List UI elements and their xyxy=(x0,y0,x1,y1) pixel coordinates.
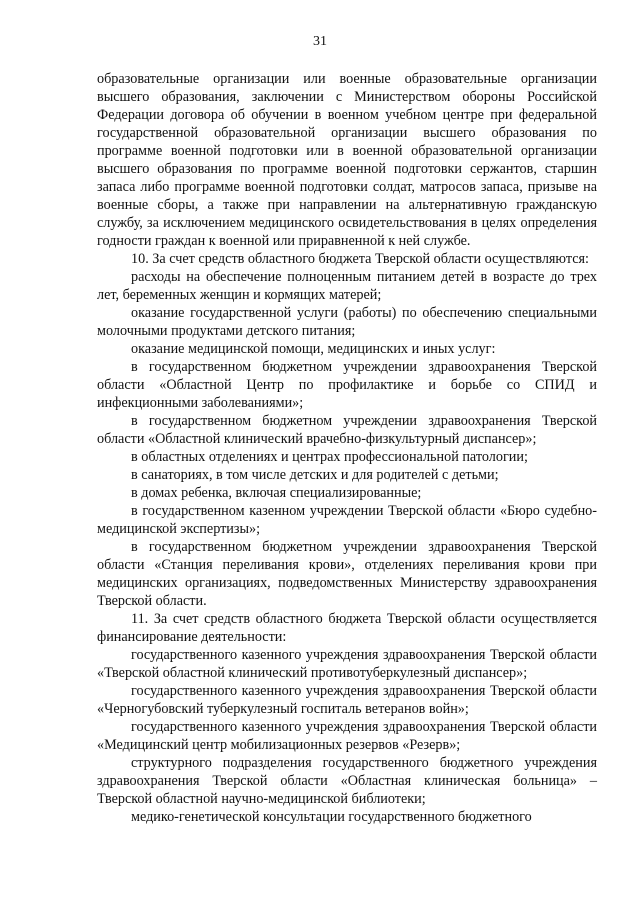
paragraph: расходы на обеспечение полноценным питанием детей в возрасте до трех лет, беременных женщин и кормящих матерей; xyxy=(97,269,597,303)
paragraph: в государственном казенном учреждении Тверской области «Бюро судебно-медицинской экспертизы»; xyxy=(97,503,597,537)
paragraph: в государственном бюджетном учреждении здравоохранения Тверской области «Областной Центр по профилактике и борьбе со СПИД и инфекционными заболеваниями»; xyxy=(97,359,597,411)
paragraph: в домах ребенка, включая специализированные; xyxy=(131,485,422,501)
paragraph: 10. За счет средств областного бюджета Тверской области осуществляются: xyxy=(131,251,589,267)
paragraph: медико-генетической консультации государственного бюджетного xyxy=(131,809,532,825)
paragraph: в санаториях, в том числе детских и для родителей с детьми; xyxy=(131,467,499,483)
paragraph: оказание медицинской помощи, медицинских и иных услуг: xyxy=(131,341,496,357)
document-body xyxy=(97,70,597,826)
paragraph: образовательные организации или военные образовательные организации высшего образования, заключении с Министерством обороны Российской Федерации договора об обучении в военном учебном центре при федеральной государственной образовательной организации высшего образования по программе военной подготовки или в военной образовательной организации высшего образования по программе военной подготовки сержантов, старшин запаса либо программе военной подготовки солдат, матросов запаса, призыве на военные сборы, а также при направлении на альтернативную гражданскую службу, за исключением медицинского освидетельствования в целях определения годности граждан к военной или приравненной к ней службе. xyxy=(97,71,597,249)
paragraph: в областных отделениях и центрах профессиональной патологии; xyxy=(131,449,528,465)
paragraph: в государственном бюджетном учреждении здравоохранения Тверской области «Областной клинический врачебно-физкультурный диспансер»; xyxy=(97,413,597,447)
paragraph: оказание государственной услуги (работы) по обеспечению специальными молочными продуктами детского питания; xyxy=(97,305,597,339)
paragraph: 11. За счет средств областного бюджета Тверской области осуществляется финансирование деятельности: xyxy=(97,611,597,645)
paragraph: государственного казенного учреждения здравоохранения Тверской области «Тверской областной клинический противотуберкулезный диспансер»; xyxy=(97,647,597,681)
paragraph: государственного казенного учреждения здравоохранения Тверской области «Медицинский центр мобилизационных резервов «Резерв»; xyxy=(97,719,597,753)
paragraph: структурного подразделения государственного бюджетного учреждения здравоохранения Тверской области «Областная клиническая больница» – Тверской областной научно-медицинской библиотеки; xyxy=(97,755,597,807)
paragraph: в государственном бюджетном учреждении здравоохранения Тверской области «Станция переливания крови», отделениях переливания крови при медицинских организациях, подведомственных Министерству здравоохранения Тверской области. xyxy=(97,539,597,609)
page-number: 31 xyxy=(313,34,327,49)
paragraph: государственного казенного учреждения здравоохранения Тверской области «Черногубовский туберкулезный госпиталь ветеранов войн»; xyxy=(97,683,597,717)
